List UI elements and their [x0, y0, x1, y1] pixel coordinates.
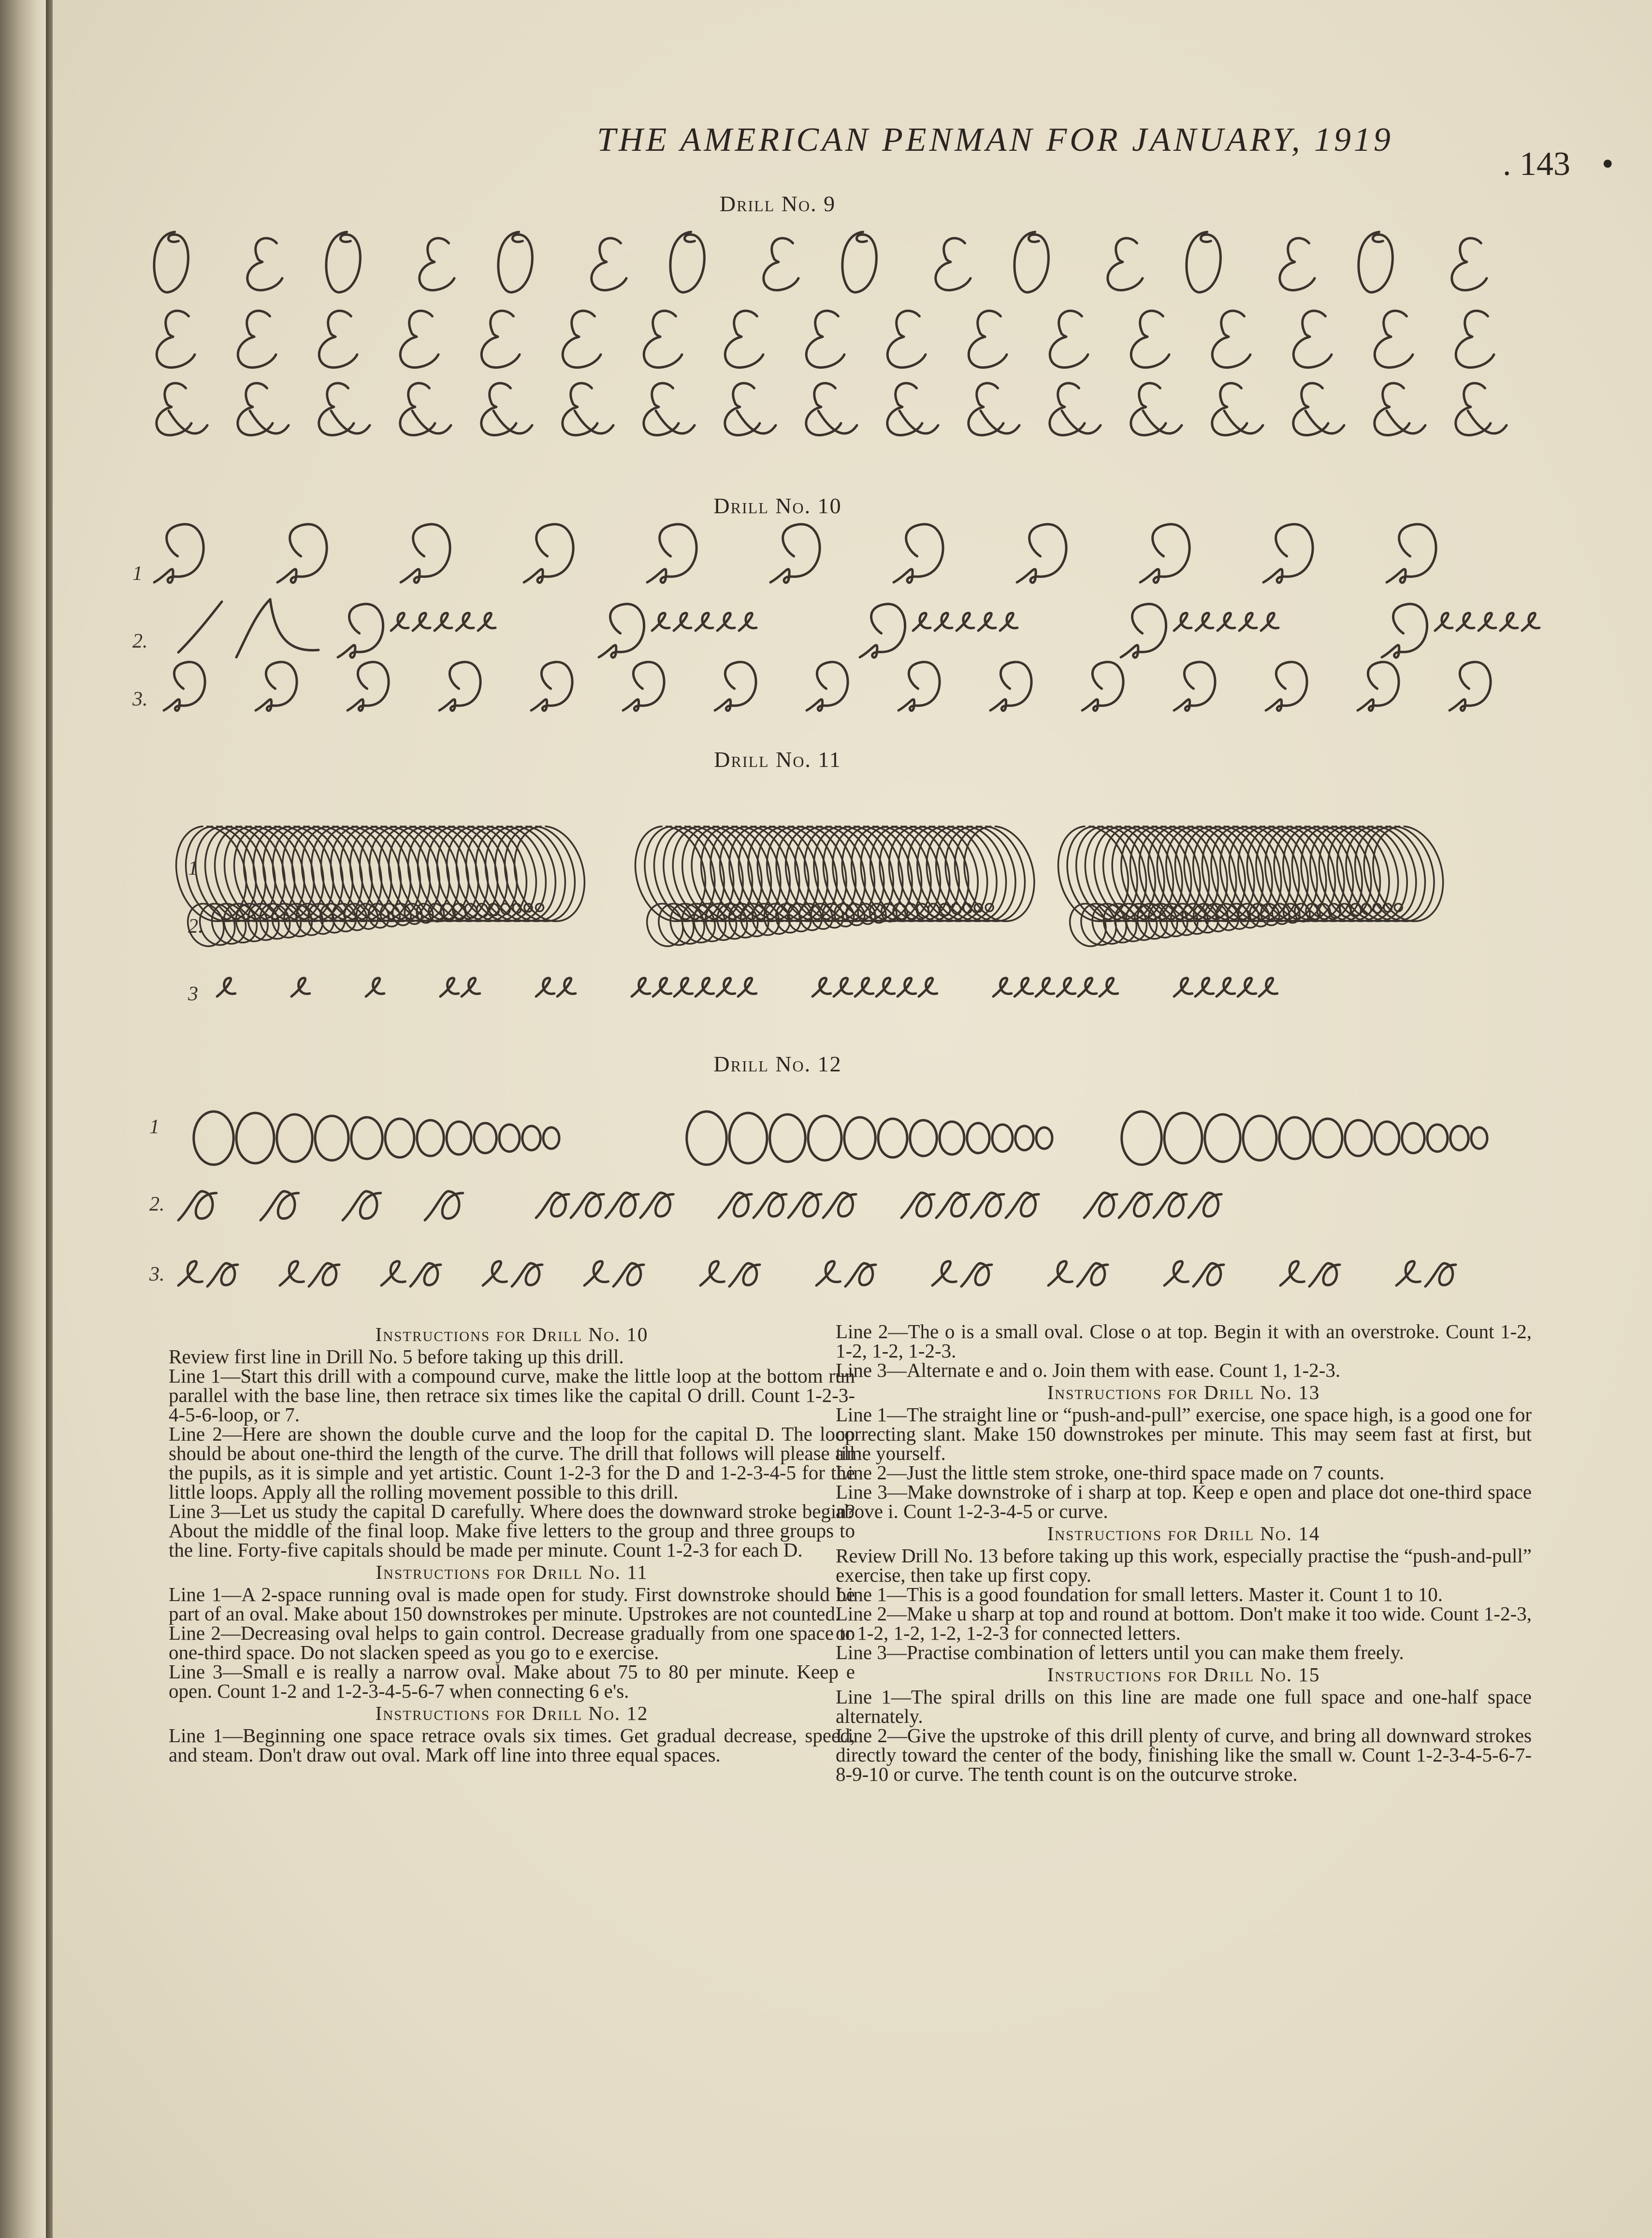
drill-10-label: Drill No. 10	[713, 493, 842, 518]
drill-line-number: 1	[149, 1116, 159, 1138]
drill-line-number: 1	[188, 857, 198, 880]
instruction-paragraph: Line 1—The straight line or “push-and-pull” exercise, one space high, is a good one for correcting slant. Make 150 downstrokes per minute. This may seem fast at first, but time yourself.	[836, 1403, 1532, 1464]
instruction-paragraph: Line 2—Make u sharp at top and round at bottom. Don't make it too wide. Count 1-2-3, or 1-2, 1-2, 1-2, 1-2-3 for connected letters.	[836, 1603, 1532, 1644]
instruction-paragraph: Line 2—Here are shown the double curve and the loop for the capital D. The loop should be about one-third the length of the curve. The drill that follows will please all the pupils, as it is simple and yet artistic. Count 1-2-3 for the D and 1-2-3-4-5 for the little loops. Apply all the rolling movement possible to this drill.	[169, 1423, 855, 1503]
drill-10-line-2-strokes	[178, 599, 1539, 658]
drill-11-decreasing-ovals-group-3	[1070, 904, 1403, 946]
instruction-paragraph: Line 2—Just the little stem stroke, one-third space made on 7 counts.	[836, 1461, 1385, 1484]
instruction-paragraph: Line 1—A 2-space running oval is made open for study. First downstroke should be part of an oval. Make about 150 downstrokes per minute. Upstrokes are not counted.	[169, 1583, 855, 1625]
instruction-paragraph: Line 1—Start this drill with a compound curve, make the little loop at the bottom run parallel with the base line, then retrace six times like the capital O drill. Count 1-2-3-4-5-6-loop, or 7.	[169, 1365, 855, 1426]
left-column-instructions	[169, 1322, 855, 1764]
drill-9-illustration	[149, 227, 1551, 449]
drill-line-number: 2.	[132, 630, 148, 652]
drill-11-line-3-strokes	[217, 978, 1277, 996]
page	[53, 0, 1652, 2238]
drill-9-line-3-strokes	[157, 383, 1507, 435]
running-title: THE AMERICAN PENMAN FOR JANUARY, 1919	[597, 121, 1393, 159]
instruction-paragraph: Review Drill No. 13 before taking up this work, especially practise the “push-and-pull” exercise, then take up first copy.	[836, 1545, 1532, 1586]
instruction-paragraph: Line 1—Beginning one space retrace ovals six times. Get gradual decrease, speed, and steam. Don't draw out oval. Mark off line into three equal spaces.	[169, 1724, 855, 1766]
instruction-paragraph: Line 3—Alternate e and o. Join them with ease. Count 1, 1-2-3.	[836, 1359, 1341, 1381]
drill-11-illustration	[125, 773, 1575, 1044]
drill-12-label: Drill No. 12	[713, 1052, 842, 1076]
drill-9-label: Drill No. 9	[719, 191, 836, 216]
instructions-heading: Instructions for Drill No. 10	[375, 1323, 649, 1345]
drill-12-title	[633, 1051, 923, 1077]
instruction-paragraph: Line 3—Make downstroke of i sharp at top. Keep e open and place dot one-third space above i. Count 1-2-3-4-5 or curve.	[836, 1481, 1532, 1522]
drill-10-title	[633, 493, 923, 519]
page-gutter	[46, 0, 53, 2238]
instruction-paragraph: Line 1—The spiral drills on this line are made one full space and one-half space alternately.	[836, 1686, 1532, 1727]
instructions-heading: Instructions for Drill No. 11	[376, 1561, 648, 1583]
drill-11-label: Drill No. 11	[714, 747, 841, 772]
drill-line-number: 3.	[149, 1263, 165, 1285]
right-column-instructions	[836, 1322, 1532, 1784]
instruction-paragraph: Line 2—The o is a small oval. Close o at top. Begin it with an overstroke. Count 1-2, 1-2, 1-2, 1-2-3.	[836, 1320, 1532, 1362]
drill-9-title	[633, 191, 923, 217]
drill-9-line-2-strokes	[157, 311, 1494, 367]
page-number: . 143	[1503, 145, 1570, 183]
drill-12-illustration	[125, 1078, 1575, 1305]
drill-10-line-1-strokes	[154, 524, 1436, 583]
instructions-heading: Instructions for Drill No. 14	[1047, 1522, 1320, 1545]
instruction-paragraph: Line 3—Small e is really a narrow oval. Make about 75 to 80 per minute. Keep e open. Count 1-2 and 1-2-3-4-5-6-7 when connecting 6 e's.	[169, 1660, 855, 1702]
instruction-paragraph: Line 2—Decreasing oval helps to gain control. Decrease gradually from one space to one-third space. Do not slacken speed as you go to e exercise.	[169, 1622, 855, 1663]
drill-line-number: 3.	[132, 688, 148, 710]
drill-line-number: 1	[132, 563, 143, 585]
instructions-heading: Instructions for Drill No. 15	[1047, 1663, 1320, 1686]
instruction-paragraph: Line 3—Let us study the capital D carefully. Where does the downward stroke begin? About the middle of the final loop. Make five letters to the group and three groups to the line. Forty-five capitals should be made per minute. Count 1-2-3 for each D.	[169, 1500, 855, 1561]
instruction-paragraph: Line 2—Give the upstroke of this drill plenty of curve, and bring all downward strokes directly toward the center of the body, finishing like the small w. Count 1-2-3-4-5-6-7-8-9-10 or curve. The tenth count is on the outcurve stroke.	[836, 1724, 1532, 1785]
book-spine-shadow	[0, 0, 46, 2238]
margin-dot: •	[1602, 145, 1614, 183]
instructions-heading: Instructions for Drill No. 13	[1047, 1381, 1320, 1403]
drill-line-number: 2.	[188, 915, 203, 938]
instruction-paragraph: Line 1—This is a good foundation for small letters. Master it. Count 1 to 10.	[836, 1583, 1443, 1605]
instruction-paragraph: Line 3—Practise combination of letters until you can make them freely.	[836, 1641, 1404, 1663]
drill-line-number: 3	[188, 983, 198, 1005]
instruction-paragraph: Review first line in Drill No. 5 before taking up this drill.	[169, 1345, 624, 1368]
drill-9-line-1-strokes	[154, 232, 1487, 292]
drill-line-number: 2.	[149, 1193, 165, 1215]
drill-12-line-1-strokes	[194, 1112, 1487, 1165]
drill-10-line-3-strokes	[164, 662, 1491, 711]
drill-11-title	[633, 747, 923, 772]
drill-10-illustration	[125, 517, 1575, 720]
drill-12-line-2-strokes	[178, 1191, 1221, 1220]
drill-12-line-3-strokes	[178, 1261, 1456, 1286]
instructions-heading: Instructions for Drill No. 12	[375, 1702, 649, 1724]
